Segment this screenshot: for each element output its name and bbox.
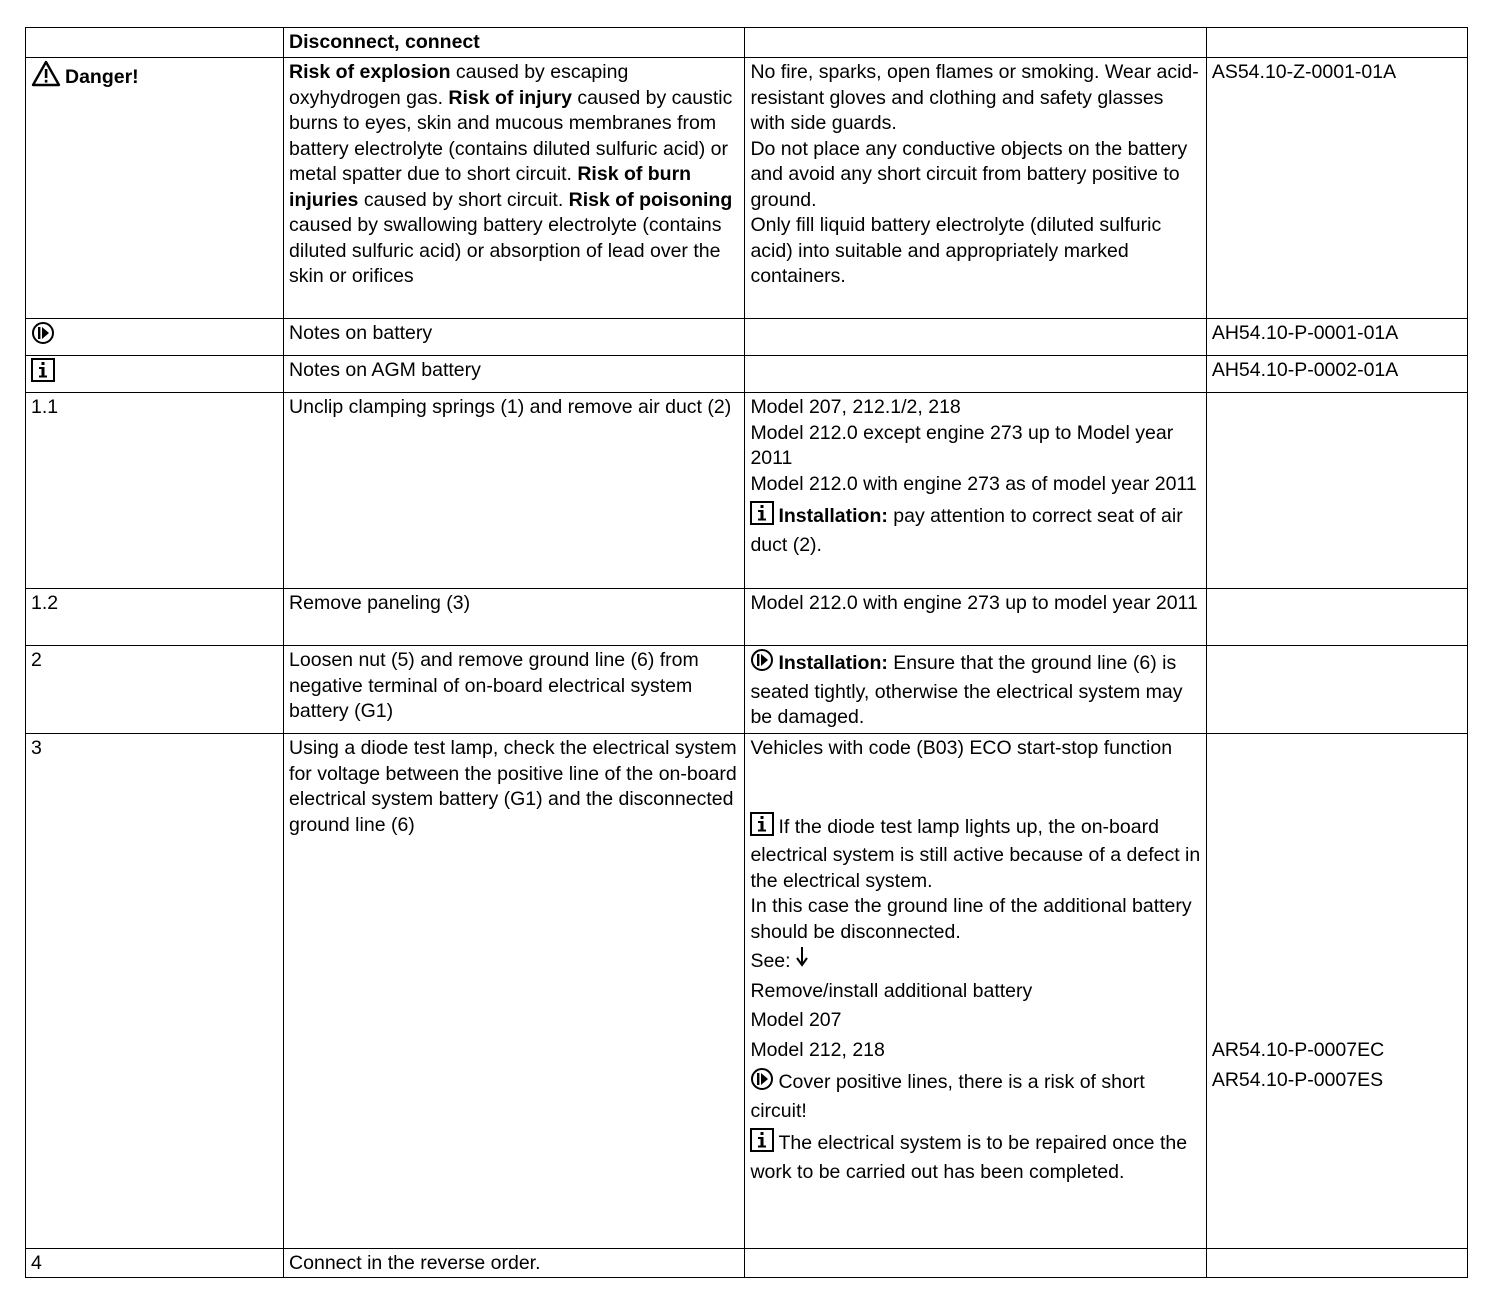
model-note: Model 212, 218 [750,1038,885,1061]
step-row [26,589,1468,646]
step-action: Using a diode test lamp, check the electrical system for voltage between the positive line of the on-board electrical system battery (G1) and the disconnected ground line (6) [284,734,745,1249]
info-icon [750,501,774,533]
tip-icon [31,328,55,350]
document-link[interactable]: AH54.10-P-0001-01A [1206,319,1467,356]
notes-agm-label: Notes on AGM battery [284,356,745,393]
empty-cell [1206,393,1467,589]
step-number: 1.1 [26,393,284,589]
arrow-down-icon[interactable] [795,945,809,975]
warning-triangle-icon [31,60,61,95]
info-note [750,812,1200,895]
step-action: Unclip clamping springs (1) and remove air duct (2) [284,393,745,589]
tip-text: Cover positive lines, there is a risk of short circuit! [750,1071,1145,1122]
model-note: Model 212.0 except engine 273 up to Model year 2011 [750,421,1174,469]
empty-cell [745,319,1206,356]
risk-burn: Risk of burn injuries [289,163,692,211]
risk-text: caused by swallowing battery electrolyte (contains diluted sulfuric acid) or absorption of lead over the skin or orifices [289,214,722,287]
info-text: In this case the ground line of the additional battery should be disconnected. [750,895,1192,943]
risk-text: caused by escaping oxyhydrogen gas. [289,61,629,109]
icon-cell [26,356,284,393]
header-row [26,28,1468,58]
notes-battery-label: Notes on battery [284,319,745,356]
tip-icon [750,648,774,680]
step-refs-cell [1206,734,1467,1249]
info-icon [31,365,55,387]
empty-cell [745,356,1206,393]
info-text: The electrical system is to be repaired once the work to be carried out has been completed. [750,1132,1188,1183]
document-link[interactable]: AR54.10-P-0007ES [1211,1068,1384,1091]
step-notes-cell [745,393,1206,589]
notes-battery-row [26,319,1468,356]
danger-measures-cell [745,58,1206,319]
danger-label: Danger! [65,65,139,88]
installation-note [745,646,1206,734]
empty-cell [1206,589,1467,646]
remove-install-link[interactable]: Remove/install additional battery [750,979,1033,1002]
empty-cell [1206,646,1467,734]
document-link[interactable]: AH54.10-P-0002-01A [1206,356,1467,393]
safety-measure: No fire, sparks, open flames or smoking. Wear acid-resistant gloves and clothing and safety glasses with side guards. [750,61,1199,134]
model-note: Model 207 [750,1009,842,1031]
empty-cell [1206,1249,1467,1278]
risk-text: caused by caustic burns to eyes, skin and mucous membranes from battery electrolyte (contains diluted sulfuric acid) or metal spatter due to short circuit. [289,86,733,185]
risk-explosion: Risk of explosion [289,61,451,83]
info-icon [750,1128,774,1160]
step-number: 3 [26,734,284,1249]
step-row [26,1249,1468,1278]
tip-icon [750,1067,774,1099]
see-reference [750,945,1200,975]
tip-note [750,1067,1200,1124]
installation-label: Installation: [778,505,888,527]
header-empty-cell [1206,28,1467,58]
info-icon [750,812,774,844]
risk-poisoning: Risk of poisoning [568,188,733,211]
risk-injury: Risk of injury [448,86,572,109]
step-row [26,646,1468,734]
step-number: 4 [26,1249,284,1278]
vehicle-note: Vehicles with code (B03) ECO start-stop function [750,737,1173,759]
document-link[interactable]: AS54.10-Z-0001-01A [1206,58,1467,319]
model-note: Model 212.0 with engine 273 up to model year 2011 [745,589,1206,646]
header-empty-cell [745,28,1206,58]
step-number: 1.2 [26,589,284,646]
step-action: Loosen nut (5) and remove ground line (6) from negative terminal of on-board electrical system battery (G1) [284,646,745,734]
installation-text: Ensure that the ground line (6) is seated tightly, otherwise the electrical system may be damaged. [750,652,1183,728]
risk-text: caused by short circuit. [358,188,569,211]
icon-cell [26,319,284,356]
see-label: See: [750,950,791,972]
step-row [26,393,1468,589]
danger-risk-cell [284,58,745,319]
danger-row [26,58,1468,319]
model-note: Model 212.0 with engine 273 as of model year 2011 [750,472,1197,495]
step-action: Connect in the reverse order. [284,1249,745,1278]
step-notes-cell [745,734,1206,1249]
procedure-table [25,27,1468,1278]
installation-text: pay attention to correct seat of air duct (2). [750,505,1183,556]
step-action: Remove paneling (3) [284,589,745,646]
section-title: Disconnect, connect [284,28,745,58]
step-number: 2 [26,646,284,734]
installation-label: Installation: [778,652,888,674]
document-link[interactable]: AR54.10-P-0007EC [1211,1039,1385,1061]
installation-note [750,501,1200,558]
step-row [26,734,1468,1249]
model-note: Model 207, 212.1/2, 218 [750,396,961,418]
info-note [750,1128,1200,1185]
empty-cell [745,1249,1206,1278]
notes-agm-row [26,356,1468,393]
safety-measure: Only fill liquid battery electrolyte (diluted sulfuric acid) into suitable and appropriately marked containers. [750,214,1162,287]
info-text: If the diode test lamp lights up, the on-board electrical system is still active because of a defect in the electrical system. [750,815,1201,892]
danger-label-cell [26,58,284,319]
safety-measure: Do not place any conductive objects on the battery and avoid any short circuit from battery positive to ground. [750,137,1188,211]
header-empty-cell [26,28,284,58]
